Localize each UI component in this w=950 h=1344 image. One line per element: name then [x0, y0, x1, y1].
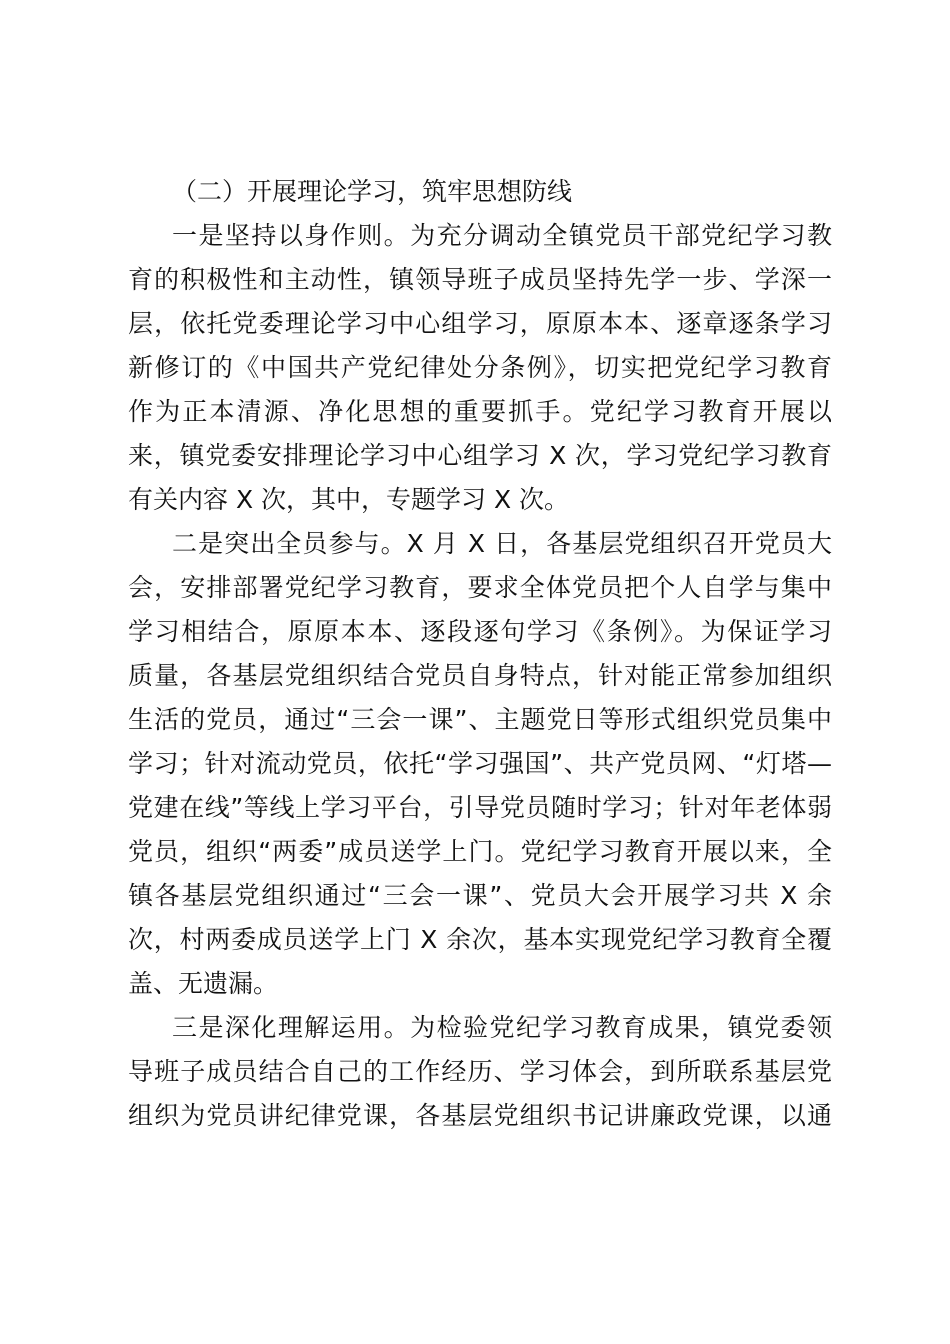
paragraph-line: 层，依托党委理论学习中心组学习，原原本本、逐章逐条学习 — [128, 309, 832, 338]
paragraph-line: 党员，组织“两委”成员送学上门。党纪学习教育开展以来，全 — [128, 837, 832, 866]
paragraph-line: 导班子成员结合自己的工作经历、学习体会，到所联系基层党 — [128, 1057, 832, 1086]
paragraph-line: 会，安排部署党纪学习教育，要求全体党员把个人自学与集中 — [128, 573, 832, 602]
paragraph-line: 学习；针对流动党员，依托“学习强国”、共产党员网、“灯塔— — [128, 749, 832, 778]
paragraph-line: 盖、无遗漏。 — [128, 969, 279, 998]
paragraph-line: 来，镇党委安排理论学习中心组学习 X 次，学习党纪学习教育 — [128, 441, 832, 470]
paragraph-line: 新修订的《中国共产党纪律处分条例》，切实把党纪学习教育 — [128, 353, 832, 382]
paragraph-line: 生活的党员，通过“三会一课”、主题党日等形式组织党员集中 — [128, 705, 832, 734]
paragraph-2 — [128, 522, 832, 1006]
paragraph-3 — [128, 1006, 832, 1138]
paragraph-line: 二是突出全员参与。X 月 X 日，各基层党组织召开党员大 — [172, 529, 832, 558]
paragraph-line: 三是深化理解运用。为检验党纪学习教育成果，镇党委领 — [172, 1013, 832, 1042]
paragraph-1 — [128, 214, 832, 522]
document-body — [128, 170, 832, 1138]
paragraph-line: 学习相结合，原原本本、逐段逐句学习《条例》。为保证学习 — [128, 617, 832, 646]
paragraph-line: 作为正本清源、净化思想的重要抓手。党纪学习教育开展以 — [128, 397, 832, 426]
paragraph-line: 有关内容 X 次，其中，专题学习 X 次。 — [128, 485, 570, 514]
paragraph-line: 组织为党员讲纪律党课，各基层党组织书记讲廉政党课，以通 — [128, 1101, 832, 1130]
paragraph-line: 一是坚持以身作则。为充分调动全镇党员干部党纪学习教 — [172, 221, 832, 250]
paragraph-line: 育的积极性和主动性，镇领导班子成员坚持先学一步、学深一 — [128, 265, 832, 294]
paragraph-line: 质量，各基层党组织结合党员自身特点，针对能正常参加组织 — [128, 661, 832, 690]
paragraph-line: 镇各基层党组织通过“三会一课”、党员大会开展学习共 X 余 — [128, 881, 832, 910]
paragraph-line: 党建在线”等线上学习平台，引导党员随时学习；针对年老体弱 — [128, 793, 832, 822]
paragraph-line: 次，村两委成员送学上门 X 余次，基本实现党纪学习教育全覆 — [128, 925, 832, 954]
section-heading: （二）开展理论学习，筑牢思想防线 — [172, 177, 573, 206]
